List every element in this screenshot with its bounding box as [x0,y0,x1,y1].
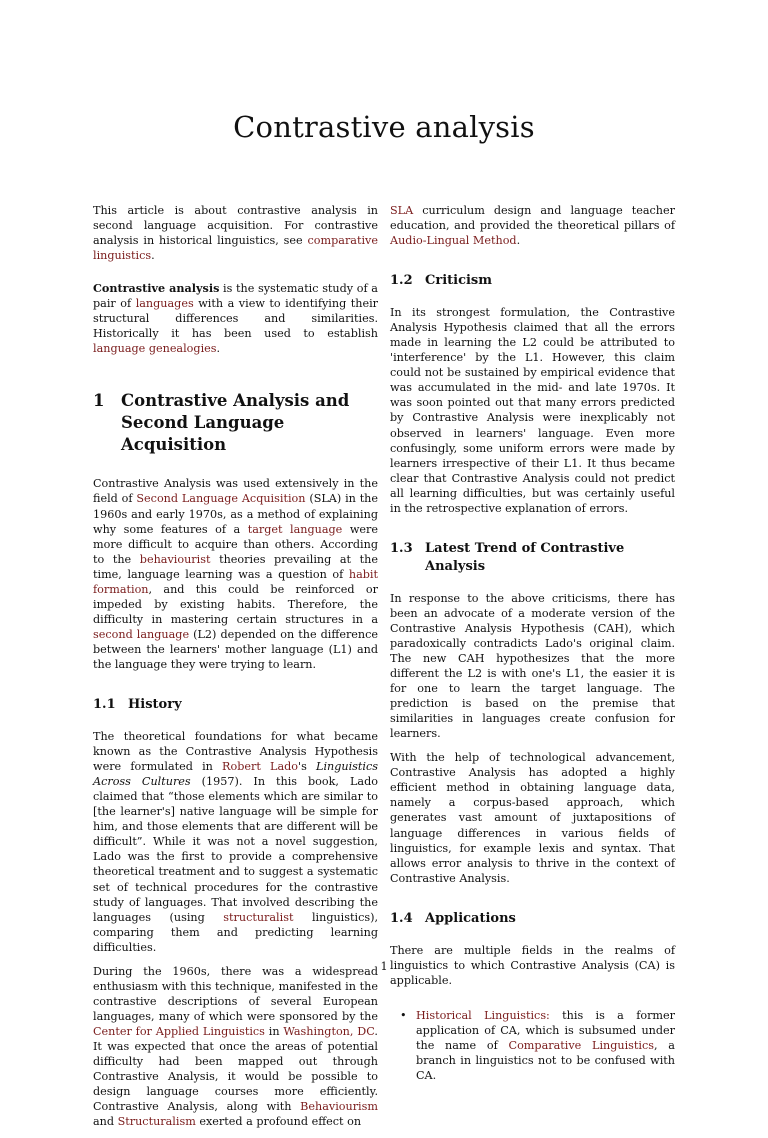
section-title: Contrastive Analysis and Second Language Acquisition [121,391,350,455]
hatnote-text: This article is about contrastive analysis in second language acquisition. For contrastive analysis in historical linguistics, see [93,204,378,248]
link-center-for-applied-linguistics[interactable]: Center for Applied Linguistics [93,1024,265,1038]
intro-text-3: . [216,342,221,356]
hatnote-text-end: . [151,249,155,263]
text: in [264,1024,284,1038]
link-second-language[interactable]: second language [93,627,190,641]
text: were more difficult to acquire than others. According to the [93,522,378,566]
subsection-number: 1.2 [390,273,413,289]
link-structuralist[interactable]: structuralist [223,910,294,924]
text: The theoretical foundations for what became known as the Contrastive Analysis Hypothesis were formulated in [93,730,378,774]
section-1-heading [93,390,378,456]
bullet-icon: • [400,1008,407,1022]
text: this is a former application of CA, which is subsumed under the name of [416,1008,675,1052]
text: , a branch in linguistics not to be confused with CA. [416,1038,675,1083]
page-number: 1 [380,960,388,973]
link-comparative-linguistics-2[interactable]: Comparative Linguistics [508,1038,655,1052]
subsection-title: History [128,697,182,713]
link-historical-linguistics[interactable]: Historical Linguistics: [416,1008,550,1022]
applications-paragraph: There are multiple fields in the realms of linguistics to which Contrastive Analysis (CA) is applicable. [390,943,675,987]
link-robert-lado[interactable]: Robert Lado [222,760,299,774]
text: (SLA) in the 1960s and early 1970s, as a method of explaining why some features of a [93,492,379,536]
link-habit-formation[interactable]: habit formation [93,567,378,596]
intro-paragraph [93,281,378,356]
subsection-title: Applications [425,910,516,926]
text: During the 1960s, there was a widespread enthusiasm with this technique, manifested in the contrastive descriptions of several European languages, many of which were sponsored by the [93,964,378,1023]
link-comparative-linguistics[interactable]: comparative linguistics [93,234,378,263]
subsection-number: 1.3 [390,540,413,556]
subsection-number: 1.4 [390,910,413,926]
text: 's [298,760,317,774]
criticism-paragraph: In its strongest formulation, the Contrastive Analysis Hypothesis claimed that all the errors made in learning the L2 could be attributed to 'interference' by the L1. However, this claim could not be sustained by empirical evidence that was accumulated in the mid- and late 1970s. It was soon pointed out that many errors predicted by Contrastive Analysis were inexplicably not observed in learners' language. Even more confusingly, some uniform errors were made by learners irrespective of their L1. It thus became clear that Contrastive Analysis could not predict all learning difficulties, but was certainly useful in the retrospective explanation of errors. [390,306,675,515]
text: linguistics), comparing them and predicting learning difficulties. [93,910,379,954]
applications-list [390,1008,675,1083]
history-paragraph-2-continued [390,203,675,248]
text: Contrastive Analysis was used extensively in the field of [93,477,378,506]
text: and [93,1115,118,1129]
section-1-paragraph [93,476,378,672]
list-item [390,1008,675,1083]
text: exerted a profound effect on [195,1115,362,1129]
text: theories prevailing at the time, language learning was a question of [93,552,378,581]
link-washington-dc[interactable]: Washington, DC [283,1024,375,1038]
subsection-title: Criticism [425,273,493,289]
trend-paragraph-2: With the help of technological advancement, Contrastive Analysis has adopted a highly efficient method in obtaining language data, namely a corpus-based approach, which generates vast amount of juxtapositions of language differences in various fields of linguistics, for example lexis and syntax. That allows error analysis to thrive in the context of Contrastive Analysis. [390,751,675,885]
link-audio-lingual-method[interactable]: Audio-Lingual Method [390,234,517,248]
intro-term: Contrastive analysis [93,281,220,296]
intro-text-2: with a view to identifying their structural differences and similarities. Historically it has been used to establish [93,297,378,341]
intro-text-1: is the systematic study of a pair of [93,282,378,311]
text: (1957). In this book, Lado claimed that “those elements which are similar to [the learner's] native language will be simple for him, and those elements that are different will be difficult”. While it was not a novel suggestion, Lado was the first to provide a comprehensive theoretical treatment and to suggest a systematic set of technical procedures for the contrastive study of languages. That involved describing the languages (using [93,775,378,924]
link-behaviourism[interactable]: Behaviourism [300,1100,378,1114]
right-column [390,203,675,1083]
trend-heading [390,540,675,576]
link-language-genealogies[interactable]: language genealogies [93,342,217,356]
history-paragraph-2 [93,964,378,1130]
book-title: Linguistics Across Cultures [93,760,378,789]
link-languages[interactable]: languages [135,297,194,311]
subsection-number: 1.1 [93,697,116,713]
history-paragraph-1 [93,729,378,955]
text: curriculum design and language teacher education, and provided the theoretical pillars of [390,204,675,233]
text: . [516,234,521,248]
text: . It was expected that once the areas of potential difficulty had been mapped out through Contrastive Analysis, it would be possible to design language courses more efficiently. Contrastive Analysis, along with [93,1024,378,1114]
trend-paragraph-1: In response to the above criticisms, there has been an advocate of a moderate version of the Contrastive Analysis Hypothesis (CAH), which paradoxically contradicts Lado's original claim. The new CAH hypothesizes that the more different the L2 is with one's L1, the easier it is for one to learn the target language. The prediction is based on the premise that similarities in languages create confusion for learners. [390,591,675,741]
text: (L2) depended on the difference between the learners' mother language (L1) and the language they were trying to learn. [93,627,379,671]
link-structuralism[interactable]: Structuralism [117,1115,196,1129]
link-sla[interactable]: SLA [390,204,414,217]
page-title: Contrastive analysis [233,110,535,144]
text: , and this could be reinforced or impeded by existing habits. Therefore, the difficulty in mastering certain structures in a [93,582,378,626]
link-behaviourist[interactable]: behaviourist [139,552,211,566]
left-column [93,203,378,1138]
hatnote [93,203,378,263]
history-heading [93,696,378,714]
link-target-language[interactable]: target language [247,522,343,536]
subsection-title: Latest Trend of Contrastive Analysis [425,540,625,574]
section-number: 1 [93,391,105,411]
link-second-language-acquisition[interactable]: Second Language Acquisition [136,492,306,506]
criticism-heading [390,272,675,290]
applications-heading [390,910,675,928]
